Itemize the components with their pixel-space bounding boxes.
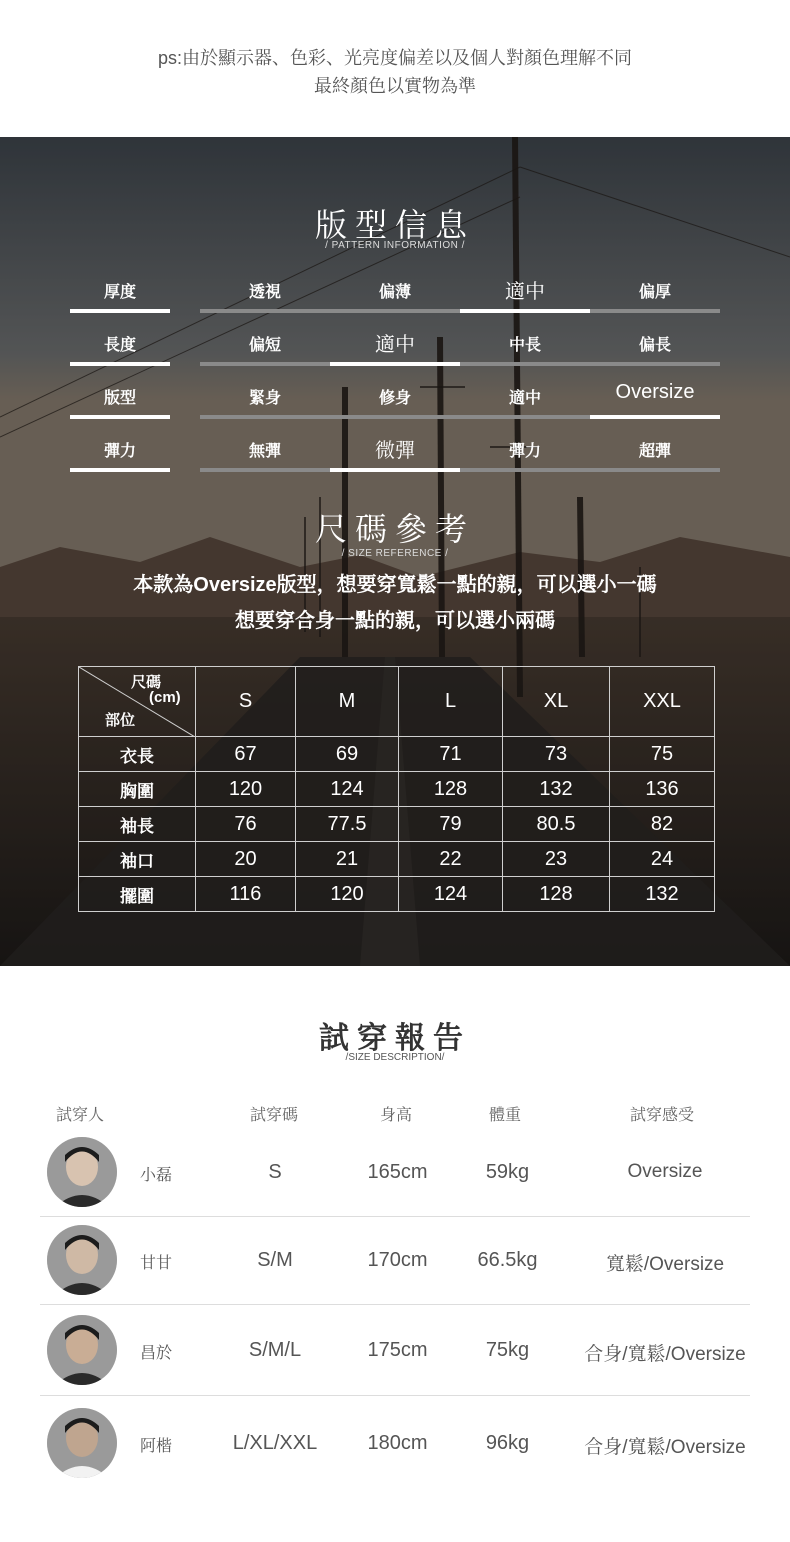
trial-report-title: 試穿報告 (319, 1022, 471, 1055)
pattern-option: 適中 (375, 334, 415, 356)
pattern-option: 中長 (508, 337, 541, 354)
pattern-option-bar (460, 415, 590, 419)
pattern-row (70, 328, 720, 368)
header-weight: 體重 (489, 1107, 522, 1124)
measurement-value: 124 (399, 877, 503, 912)
pattern-option-selected-bar (460, 309, 590, 313)
tester-feel: 合身/寬鬆/Oversize (584, 1437, 746, 1458)
tester-size: S/M (257, 1249, 293, 1271)
tester-name: 甘甘 (140, 1255, 173, 1272)
measurement-value: 132 (610, 877, 715, 912)
measurement-value: 24 (610, 842, 715, 877)
size-reference-title: 尺碼參考 (314, 511, 475, 547)
header-height: 身高 (380, 1107, 413, 1124)
tester-weight: 59kg (485, 1161, 530, 1183)
pattern-label-underline (70, 468, 170, 472)
header-trial-size: 試穿碼 (250, 1107, 299, 1124)
tester-weight: 96kg (485, 1432, 530, 1454)
person-avatar-icon (47, 1315, 117, 1385)
measurement-value: 128 (399, 772, 503, 807)
measurement-value: 80.5 (503, 807, 610, 842)
avatar (47, 1225, 117, 1295)
measurement-value: 76 (196, 807, 296, 842)
avatar (47, 1408, 117, 1478)
measurement-value: 22 (399, 842, 503, 877)
pattern-option-bar (460, 362, 590, 366)
tester-size: L/XL/XXL (232, 1432, 318, 1454)
pattern-option: 偏薄 (378, 284, 411, 301)
pattern-option: 偏長 (638, 337, 671, 354)
pattern-option-bar (200, 468, 330, 472)
measurement-value: 79 (399, 807, 503, 842)
tester-weight: 75kg (485, 1339, 530, 1361)
tester-name: 昌於 (140, 1345, 173, 1362)
pattern-option: 適中 (508, 390, 541, 407)
person-avatar-icon (47, 1408, 117, 1478)
measurement-value: 69 (296, 737, 399, 772)
disclaimer-line-1: ps:由於顯示器、色彩、光亮度偏差以及個人對顏色理解不同 (157, 48, 632, 68)
pattern-info-subtitle: / PATTERN INFORMATION / (325, 240, 465, 251)
pattern-option-bar (200, 309, 330, 313)
tester-height: 175cm (367, 1339, 428, 1361)
pattern-option-selected-bar (590, 415, 720, 419)
header-tester: 試穿人 (56, 1107, 105, 1124)
pattern-row (70, 434, 720, 474)
pattern-row-label: 版型 (103, 390, 136, 407)
size-header-s: S (196, 667, 296, 737)
trial-report-subtitle: /SIZE DESCRIPTION/ (345, 1052, 445, 1063)
tester-height: 170cm (367, 1249, 428, 1271)
measurement-value: 75 (610, 737, 715, 772)
size-header-xl: XL (503, 667, 610, 737)
pattern-option: 彈力 (508, 443, 541, 460)
pattern-option-bar (460, 468, 590, 472)
measurement-part: 胸圍 (79, 772, 196, 807)
pattern-option-bar (330, 309, 460, 313)
size-advice-line-2: 想要穿合身一點的親，可以選小兩碼 (235, 610, 555, 632)
pattern-row (70, 381, 720, 421)
header-feel: 試穿感受 (630, 1107, 695, 1124)
pattern-option: 無彈 (248, 443, 281, 460)
pattern-label-underline (70, 309, 170, 313)
measurement-value: 132 (503, 772, 610, 807)
tester-height: 180cm (367, 1432, 428, 1454)
size-advice-line-1: 本款為Oversize版型，想要穿寬鬆一點的親，可以選小一碼 (133, 574, 657, 596)
table-corner-header (79, 667, 196, 737)
tester-name: 小磊 (140, 1167, 173, 1184)
measurement-value: 23 (503, 842, 610, 877)
tester-feel: 合身/寬鬆/Oversize (584, 1344, 746, 1365)
size-header-xxl: XXL (610, 667, 715, 737)
measurement-value: 71 (399, 737, 503, 772)
corner-size-label: 尺碼 (131, 674, 162, 691)
pattern-row-label: 長度 (103, 337, 136, 354)
measurement-value: 120 (196, 772, 296, 807)
size-reference-subtitle: / SIZE REFERENCE / (341, 548, 449, 559)
measurement-value: 128 (503, 877, 610, 912)
pattern-option: 緊身 (248, 390, 281, 407)
info-hero-section (0, 137, 790, 966)
measurement-value: 67 (196, 737, 296, 772)
measurement-part: 衣長 (79, 737, 196, 772)
pattern-info-title: 版型信息 (314, 207, 475, 243)
table-row (79, 737, 715, 772)
pattern-option: 微彈 (375, 440, 415, 462)
pattern-option-bar (590, 468, 720, 472)
pattern-option-selected-bar (330, 362, 460, 366)
table-row (79, 842, 715, 877)
pattern-option: 超彈 (638, 443, 671, 460)
row-divider (40, 1216, 750, 1217)
tester-size: S (268, 1161, 282, 1183)
pattern-option-bar (330, 415, 460, 419)
table-row (79, 807, 715, 842)
pattern-option: 偏短 (248, 337, 281, 354)
tester-height: 165cm (367, 1161, 428, 1183)
row-divider (40, 1395, 750, 1396)
measurement-value: 73 (503, 737, 610, 772)
corner-part-label: 部位 (105, 712, 136, 729)
measurement-value: 116 (196, 877, 296, 912)
tester-feel: 寬鬆/Oversize (605, 1254, 725, 1275)
measurement-value: 77.5 (296, 807, 399, 842)
size-header-l: L (399, 667, 503, 737)
table-row (79, 877, 715, 912)
pattern-option: 偏厚 (638, 284, 671, 301)
measurement-value: 124 (296, 772, 399, 807)
pattern-option-bar (200, 362, 330, 366)
size-header-m: M (296, 667, 399, 737)
pattern-option: 修身 (378, 390, 411, 407)
pattern-label-underline (70, 415, 170, 419)
measurement-part: 袖口 (79, 842, 196, 877)
display-disclaimer (0, 44, 790, 100)
tester-size: S/M/L (248, 1339, 302, 1361)
person-avatar-icon (47, 1225, 117, 1295)
pattern-row-label: 彈力 (103, 443, 136, 460)
avatar (47, 1137, 117, 1207)
avatar (47, 1315, 117, 1385)
corner-unit-label: (cm) (149, 689, 181, 706)
pattern-option-bar (590, 309, 720, 313)
measurement-value: 20 (196, 842, 296, 877)
pattern-option-bar (590, 362, 720, 366)
tester-weight: 66.5kg (477, 1249, 538, 1271)
pattern-option: 適中 (505, 281, 545, 303)
table-row (79, 772, 715, 807)
measurement-part: 擺圍 (79, 877, 196, 912)
measurement-value: 82 (610, 807, 715, 842)
pattern-option-selected-bar (330, 468, 460, 472)
tester-feel: Oversize (627, 1161, 703, 1182)
pattern-row (70, 275, 720, 315)
pattern-option-bar (200, 415, 330, 419)
pattern-option: 透視 (248, 284, 281, 301)
disclaimer-line-2: 最終顏色以實物為準 (314, 76, 476, 96)
tester-name: 阿楷 (140, 1438, 173, 1455)
row-divider (40, 1304, 750, 1305)
measurement-part: 袖長 (79, 807, 196, 842)
size-chart-table (78, 666, 715, 912)
measurement-value: 136 (610, 772, 715, 807)
measurement-value: 120 (296, 877, 399, 912)
pattern-row-label: 厚度 (103, 284, 136, 301)
measurement-value: 21 (296, 842, 399, 877)
pattern-option: Oversize (615, 381, 695, 403)
pattern-label-underline (70, 362, 170, 366)
person-avatar-icon (47, 1137, 117, 1207)
